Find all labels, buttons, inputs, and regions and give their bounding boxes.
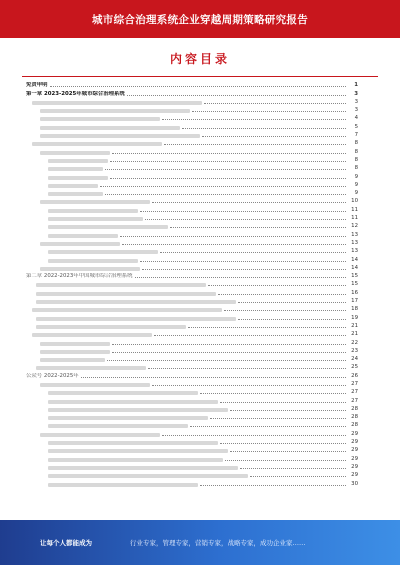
- toc-entry[interactable]: [26, 354, 358, 362]
- toc-dot-leader: [230, 410, 346, 411]
- toc-divider: [22, 76, 378, 77]
- toc-page-number: 30: [351, 480, 358, 487]
- toc-entry[interactable]: [26, 312, 358, 320]
- toc-entry[interactable]: [26, 428, 358, 436]
- toc-entry[interactable]: [26, 80, 358, 88]
- toc-entry[interactable]: [26, 395, 358, 403]
- toc-dot-leader: [225, 460, 346, 461]
- toc-page-number: 11: [351, 215, 358, 222]
- toc-entry[interactable]: [26, 453, 358, 461]
- toc-entry[interactable]: [26, 279, 358, 287]
- toc-dot-leader: [182, 128, 346, 129]
- toc-page-number: 1: [354, 82, 358, 89]
- toc-dot-leader: [192, 111, 346, 112]
- toc-entry[interactable]: [26, 155, 358, 163]
- toc-dot-leader: [140, 261, 346, 262]
- toc-dot-leader: [81, 377, 346, 378]
- toc-page-number: 19: [351, 314, 358, 321]
- toc-entry[interactable]: [26, 97, 358, 105]
- footer-slogan: 让每个人都能成为: [40, 539, 92, 547]
- toc-entry[interactable]: [26, 221, 358, 229]
- toc-page-number: 13: [351, 239, 358, 246]
- toc-page-number: 9: [354, 181, 358, 188]
- toc-entry[interactable]: [26, 296, 358, 304]
- toc-dot-leader: [120, 236, 346, 237]
- toc-dot-leader: [105, 169, 346, 170]
- toc-dot-leader: [152, 202, 346, 203]
- toc-page-number: 11: [351, 206, 358, 213]
- toc-page-number: 13: [351, 231, 358, 238]
- toc-dot-leader: [140, 211, 346, 212]
- toc-page-number: 29: [351, 455, 358, 462]
- toc-entry[interactable]: [26, 213, 358, 221]
- toc-page-number: 8: [354, 165, 358, 172]
- toc-dot-leader: [224, 310, 346, 311]
- toc-entry[interactable]: [26, 271, 358, 279]
- toc-dot-leader: [188, 327, 346, 328]
- toc-entry[interactable]: [26, 445, 358, 453]
- toc-dot-leader: [105, 194, 346, 195]
- toc-dot-leader: [210, 418, 346, 419]
- toc-entry[interactable]: [26, 412, 358, 420]
- toc-page-number: 18: [351, 306, 358, 313]
- toc-entry[interactable]: [26, 163, 358, 171]
- toc-page-number: 27: [351, 397, 358, 404]
- toc-entry[interactable]: [26, 88, 358, 96]
- toc-page-number: 12: [351, 223, 358, 230]
- toc-page-number: 3: [354, 107, 358, 114]
- toc-dot-leader: [122, 244, 346, 245]
- toc-dot-leader: [145, 219, 346, 220]
- toc-entry[interactable]: [26, 238, 358, 246]
- toc-page-number: 13: [351, 248, 358, 255]
- toc-page-number: 17: [351, 298, 358, 305]
- toc-dot-leader: [152, 385, 346, 386]
- toc-entry[interactable]: [26, 370, 358, 378]
- toc-page-number: 25: [351, 364, 358, 371]
- toc-dot-leader: [110, 178, 346, 179]
- toc-entry[interactable]: [26, 254, 358, 262]
- toc-entry[interactable]: [26, 180, 358, 188]
- toc-entry[interactable]: [26, 229, 358, 237]
- toc-dot-leader: [107, 360, 346, 361]
- toc-page-number: 8: [354, 140, 358, 147]
- toc-page-number: 21: [351, 331, 358, 338]
- toc-page-number: 7: [354, 132, 358, 139]
- toc-page-number: 23: [351, 347, 358, 354]
- toc-page-number: 15: [351, 281, 358, 288]
- toc-page-number: 29: [351, 463, 358, 470]
- toc-entry[interactable]: [26, 196, 358, 204]
- toc-entry[interactable]: [26, 329, 358, 337]
- toc-dot-leader: [162, 119, 346, 120]
- toc-dot-leader: [230, 451, 346, 452]
- toc-dot-leader: [200, 393, 346, 394]
- toc-entry[interactable]: [26, 478, 358, 486]
- toc-dot-leader: [164, 144, 346, 145]
- toc-page-number: 24: [351, 356, 358, 363]
- toc-entry[interactable]: [26, 304, 358, 312]
- footer-tags: 行业专家，管理专家，营销专家，战略专家，成功企业家……: [130, 539, 306, 547]
- toc-page-number: 3: [354, 90, 358, 97]
- toc-dot-leader: [135, 277, 346, 278]
- toc-page-number: 29: [351, 430, 358, 437]
- toc-entry[interactable]: [26, 387, 358, 395]
- toc-dot-leader: [190, 426, 346, 427]
- toc-entry[interactable]: [26, 121, 358, 129]
- toc-dot-leader: [162, 435, 346, 436]
- report-header-banner: [0, 0, 400, 38]
- toc-page-number: 27: [351, 389, 358, 396]
- toc-entry[interactable]: [26, 362, 358, 370]
- toc-dot-leader: [170, 227, 346, 228]
- toc-page-number: 14: [351, 264, 358, 271]
- toc-entry[interactable]: [26, 138, 358, 146]
- toc-page-number: 27: [351, 380, 358, 387]
- toc-dot-leader: [250, 476, 346, 477]
- toc-entry[interactable]: [26, 470, 358, 478]
- toc-entry[interactable]: [26, 263, 358, 271]
- toc-page-number: 15: [351, 273, 358, 280]
- toc-page-number: 28: [351, 405, 358, 412]
- toc-page-number: 9: [354, 190, 358, 197]
- toc-page-number: 21: [351, 322, 358, 329]
- toc-entry[interactable]: [26, 462, 358, 470]
- toc-page-number: 5: [354, 123, 358, 130]
- toc-entry[interactable]: [26, 287, 358, 295]
- toc-dot-leader: [112, 352, 346, 353]
- toc-page-number: 26: [351, 372, 358, 379]
- toc-heading: 内容目录: [169, 52, 230, 66]
- toc-entry[interactable]: [26, 146, 358, 154]
- toc-dot-leader: [50, 86, 346, 87]
- toc-entry[interactable]: [26, 105, 358, 113]
- toc-entry[interactable]: [26, 171, 358, 179]
- toc-page-number: 10: [351, 198, 358, 205]
- toc-dot-leader: [148, 368, 346, 369]
- toc-page-number: 9: [354, 173, 358, 180]
- toc-dot-leader: [127, 95, 346, 96]
- toc-entry-label: 免责申明: [26, 82, 48, 89]
- toc-entry[interactable]: [26, 337, 358, 345]
- toc-dot-leader: [208, 285, 346, 286]
- toc-entry[interactable]: [26, 379, 358, 387]
- toc-page-number: 8: [354, 156, 358, 163]
- toc-page-number: 3: [354, 98, 358, 105]
- toc-dot-leader: [154, 335, 346, 336]
- toc-dot-leader: [110, 161, 346, 162]
- toc-dot-leader: [218, 294, 346, 295]
- toc-entry[interactable]: [26, 246, 358, 254]
- toc-page-number: 28: [351, 422, 358, 429]
- toc-page-number: 29: [351, 472, 358, 479]
- toc-dot-leader: [112, 153, 346, 154]
- toc-dot-leader: [202, 136, 346, 137]
- toc-dot-leader: [238, 319, 346, 320]
- toc-page-number: 4: [354, 115, 358, 122]
- toc-dot-leader: [240, 468, 346, 469]
- toc-page-number: 14: [351, 256, 358, 263]
- footer-banner: [0, 520, 400, 565]
- toc-dot-leader: [220, 443, 346, 444]
- toc-page-number: 8: [354, 148, 358, 155]
- report-title: 城市综合治理系统企业穿越周期策略研究报告: [92, 13, 308, 26]
- toc-entry[interactable]: [26, 204, 358, 212]
- toc-page-number: 22: [351, 339, 358, 346]
- toc-entry[interactable]: [26, 404, 358, 412]
- toc-entry[interactable]: [26, 346, 358, 354]
- toc-entry-label: 第一章 2023-2025年城市综合治理系统: [26, 90, 125, 97]
- toc-page-number: 16: [351, 289, 358, 296]
- toc-entry[interactable]: [26, 113, 358, 121]
- toc-entry-text-placeholder: [48, 483, 198, 487]
- toc-dot-leader: [142, 269, 346, 270]
- toc-entry[interactable]: [26, 437, 358, 445]
- toc-page-number: 28: [351, 414, 358, 421]
- toc-entry-label: 第二章 2022-2023年中国城市综合治理系统: [26, 273, 133, 280]
- toc-dot-leader: [220, 402, 346, 403]
- toc-dot-leader: [160, 252, 346, 253]
- table-of-contents: [26, 80, 358, 487]
- toc-entry[interactable]: [26, 420, 358, 428]
- toc-page-number: 29: [351, 439, 358, 446]
- toc-dot-leader: [204, 103, 346, 104]
- toc-entry[interactable]: [26, 321, 358, 329]
- toc-dot-leader: [100, 186, 346, 187]
- toc-dot-leader: [112, 344, 346, 345]
- toc-dot-leader: [238, 302, 346, 303]
- toc-entry[interactable]: [26, 130, 358, 138]
- toc-entry-label: 公众号 2022-2025年: [26, 372, 79, 379]
- toc-dot-leader: [200, 485, 346, 486]
- toc-entry[interactable]: [26, 188, 358, 196]
- toc-page-number: 29: [351, 447, 358, 454]
